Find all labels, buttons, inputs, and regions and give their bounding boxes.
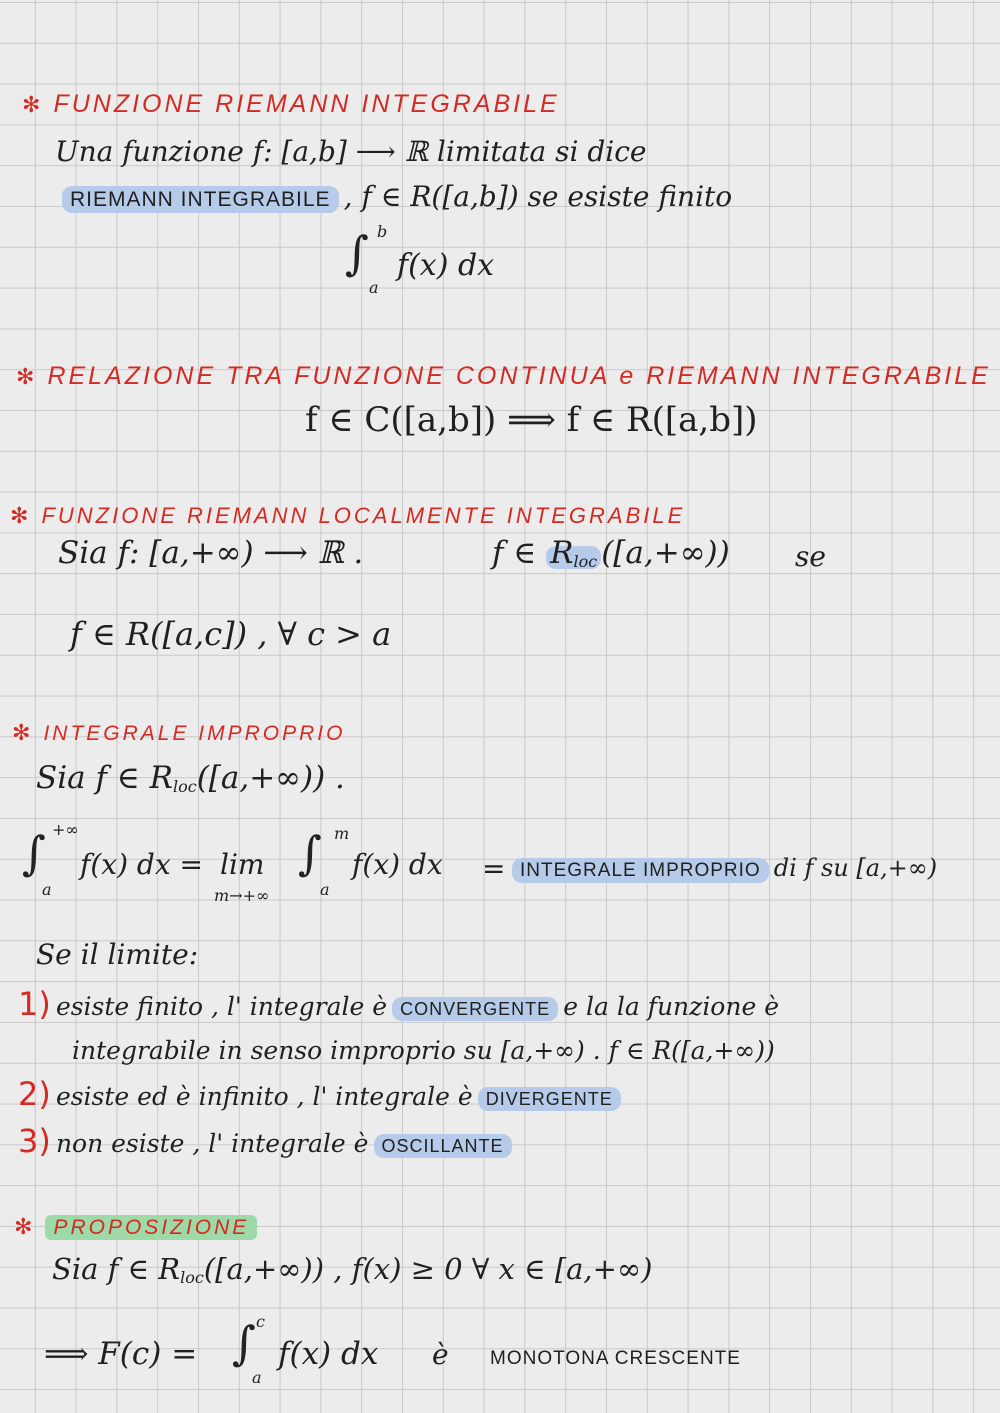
case-number: 1) <box>18 985 51 1023</box>
membership-domain: ([a,+∞)) <box>601 535 730 571</box>
section-title-proposizione <box>14 1214 257 1240</box>
limit-intro: Se il limite: <box>36 938 199 971</box>
continuity-implication: f ∈ C([a,b]) ⟹ f ∈ R([a,b]) <box>305 400 758 440</box>
asterisk-icon: ✻ <box>16 364 38 389</box>
section-title-text: FUNZIONE RIEMANN INTEGRABILE <box>53 90 560 118</box>
sia-domain: ([a,+∞)) . <box>196 760 345 796</box>
term-convergente: CONVERGENTE <box>392 997 558 1021</box>
case-number: 3) <box>18 1122 51 1160</box>
case-3 <box>18 1122 512 1160</box>
proposition-line-1 <box>52 1252 652 1287</box>
integral-upper-bound: c <box>256 1312 265 1331</box>
local-def-membership <box>492 535 730 571</box>
is-word: è <box>432 1338 449 1371</box>
loc-subscript: loc <box>573 552 598 572</box>
term-oscillante: OSCILLANTE <box>374 1134 512 1158</box>
integral-sign: ∫ <box>22 826 46 880</box>
section-title-text: RELAZIONE TRA FUNZIONE CONTINUA e RIEMANN INTEGRABILE <box>47 362 991 390</box>
term-riemann-integrabile: RIEMANN INTEGRABILE <box>62 186 339 213</box>
local-def-line-2: f ∈ R([a,c]) , ∀ c > a <box>70 615 392 653</box>
integral-lower-bound: a <box>252 1368 262 1387</box>
section-title-text: INTEGRALE IMPROPRIO <box>43 722 346 745</box>
integral-lower-bound: a <box>369 278 379 297</box>
asterisk-icon: ✻ <box>12 720 34 745</box>
case-1 <box>18 985 779 1023</box>
integrand-lhs: f(x) dx = <box>80 848 203 881</box>
integral-upper-bound-2: m <box>334 824 350 843</box>
definition-line-2-rest: , f ∈ R([a,b]) se esiste finito <box>343 180 733 213</box>
section-title-text: PROPOSIZIONE <box>45 1215 257 1240</box>
implies-F: ⟹ F(c) = <box>44 1336 198 1372</box>
proposition-hypothesis: ([a,+∞)) , f(x) ≥ 0 ∀ x ∈ [a,+∞) <box>203 1252 653 1286</box>
asterisk-icon: ✻ <box>22 92 44 117</box>
improper-term-line <box>512 854 937 882</box>
lim-subscript: m→+∞ <box>214 886 270 905</box>
asterisk-icon: ✻ <box>14 1214 36 1239</box>
case-text: non esiste , l' integrale è <box>55 1129 369 1158</box>
asterisk-icon: ✻ <box>10 503 32 528</box>
section-title-riemann-integrabile <box>22 90 560 119</box>
membership-prefix: f ∈ <box>492 535 547 571</box>
integral-upper-bound: +∞ <box>52 820 79 839</box>
integrand-rhs: f(x) dx <box>352 848 443 881</box>
loc-subscript: loc <box>172 777 197 797</box>
equals-sign: = <box>482 852 506 885</box>
improper-integral-definition <box>22 820 502 910</box>
case-2 <box>18 1075 621 1113</box>
improper-term-tail: di f su [a,+∞) <box>773 854 938 882</box>
case-text-tail: e la la funzione è <box>563 992 779 1021</box>
integrand: f(x) dx <box>397 248 495 283</box>
case-text: esiste finito , l' integrale è <box>55 992 388 1021</box>
section-title-text: FUNZIONE RIEMANN LOCALMENTE INTEGRABILE <box>41 503 686 528</box>
rloc-symbol: R <box>550 535 574 571</box>
improper-sia-line <box>36 760 345 796</box>
section-title-localmente <box>10 503 685 529</box>
proposition-line-2 <box>44 1312 744 1402</box>
integral-lower-bound: a <box>42 880 52 899</box>
integrand: f(x) dx <box>278 1336 379 1372</box>
definition-line-2 <box>62 180 732 213</box>
case-1-continuation: integrabile in senso improprio su [a,+∞) . f ∈ R([a,+∞)) <box>72 1036 775 1065</box>
lim-operator: lim <box>220 848 265 881</box>
definition-line-1: Una funzione f: [a,b] ⟶ ℝ limitata si dice <box>55 135 647 168</box>
integral-sign-2: ∫ <box>298 826 322 880</box>
sia-prefix: Sia f ∈ R <box>52 1252 181 1286</box>
rloc-highlight <box>546 535 601 572</box>
local-def-se: se <box>795 540 826 573</box>
local-def-domain: Sia f: [a,+∞) ⟶ ℝ . <box>58 535 364 571</box>
section-title-integrale-improprio <box>12 720 345 746</box>
integral-sign: ∫ <box>232 1316 256 1370</box>
local-def-line-1 <box>58 535 363 571</box>
section-title-relazione <box>16 362 991 391</box>
term-monotona-crescente: MONOTONA CRESCENTE <box>490 1348 741 1369</box>
integral-ab <box>345 222 565 302</box>
integral-upper-bound: b <box>377 222 388 241</box>
term-integrale-improprio: INTEGRALE IMPROPRIO <box>512 858 769 883</box>
sia-prefix: Sia f ∈ R <box>36 760 173 796</box>
integral-lower-bound-2: a <box>320 880 330 899</box>
case-text: esiste ed è infinito , l' integrale è <box>55 1082 473 1111</box>
integral-sign: ∫ <box>345 226 369 280</box>
case-number: 2) <box>18 1075 51 1113</box>
loc-subscript: loc <box>180 1268 204 1288</box>
term-divergente: DIVERGENTE <box>478 1087 621 1111</box>
